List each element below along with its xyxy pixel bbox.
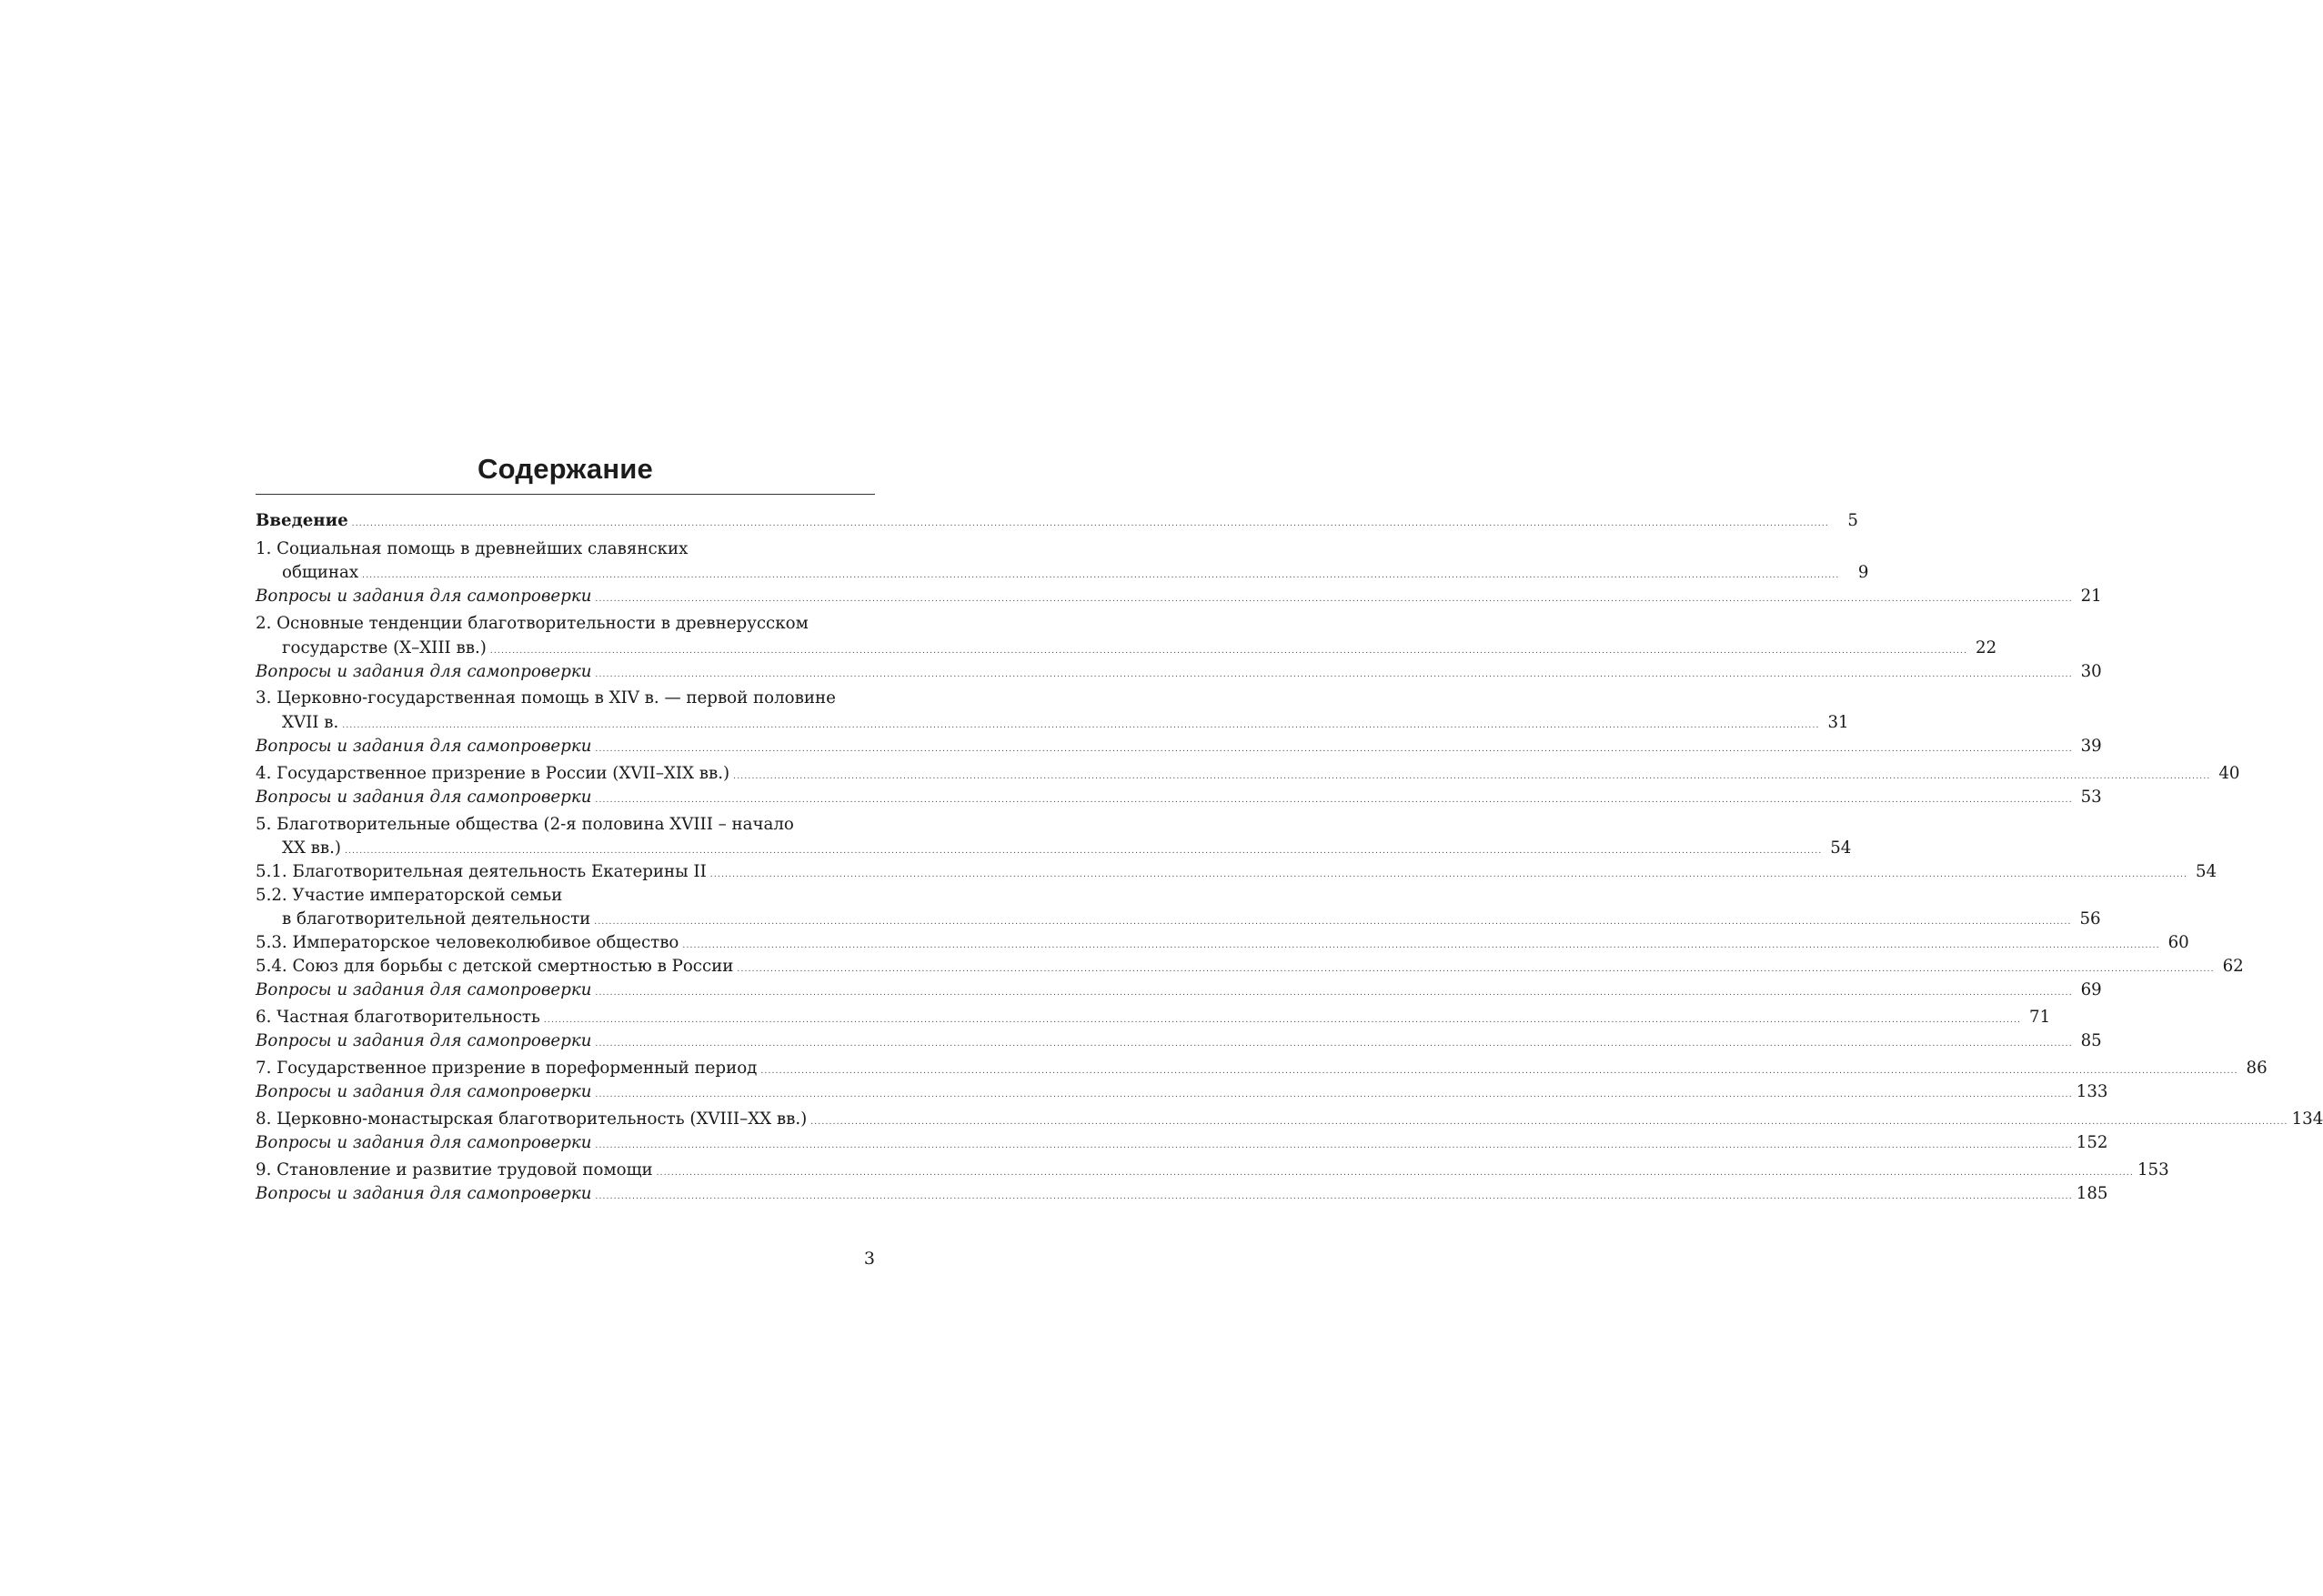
- toc-entry-title: 8. Церковно-монастырская благотворительность (XVIII–XX вв.): [256, 1109, 808, 1129]
- toc-entry-title: XX вв.): [282, 838, 342, 858]
- toc-entry-page: 152: [2076, 1133, 2108, 1152]
- toc-entry-title: 9. Становление и развитие трудовой помощи: [256, 1160, 653, 1179]
- toc-entry-title: Вопросы и задания для самопроверки: [256, 788, 592, 807]
- toc-leader-dots: ................................................................................................................................................................................................................................................................................................................................................................................................................: [594, 918, 2072, 927]
- toc-entry-page: 56: [2079, 909, 2101, 928]
- toc-entry-page: 40: [2218, 764, 2240, 783]
- toc-entry-page: 153: [2137, 1160, 2169, 1179]
- toc-entry-page: 30: [2080, 662, 2102, 681]
- toc-entry-title: Вопросы и задания для самопроверки: [256, 1082, 592, 1101]
- toc-entry-page: 54: [1830, 838, 1852, 858]
- toc-entry-page: 9: [1857, 563, 1869, 582]
- toc-leader-dots: ................................................................................................................................................................................................................................................................................................................................................................................................................: [810, 1118, 2288, 1127]
- toc-leader-dots: ................................................................................................................................................................................................................................................................................................................................................................................................................: [351, 519, 1829, 528]
- toc-entry: [256, 786, 2102, 809]
- toc-leader-dots: ................................................................................................................................................................................................................................................................................................................................................................................................................: [595, 745, 2073, 754]
- toc-entry-title: Вопросы и задания для самопроверки: [256, 1133, 592, 1152]
- toc-entry-title: общинах: [282, 563, 359, 582]
- page-number: 3: [863, 1249, 875, 1269]
- toc-leader-dots: ................................................................................................................................................................................................................................................................................................................................................................................................................: [656, 1169, 2134, 1178]
- toc-entry-title: Введение: [256, 511, 348, 530]
- toc-leader-dots: ................................................................................................................................................................................................................................................................................................................................................................................................................: [543, 1016, 2022, 1025]
- toc-leader-dots: ................................................................................................................................................................................................................................................................................................................................................................................................................: [595, 595, 2073, 604]
- toc-entry-title: 5.2. Участие императорской семьи: [256, 886, 563, 905]
- toc-entry-title: Вопросы и задания для самопроверки: [256, 587, 592, 606]
- toc-entry: [256, 860, 2217, 884]
- toc-entry: [256, 762, 2240, 786]
- toc-leader-dots: ................................................................................................................................................................................................................................................................................................................................................................................................................: [595, 989, 2073, 998]
- toc-entry-title: 1. Социальная помощь в древнейших славянских: [256, 539, 689, 558]
- toc-entry-page: 133: [2076, 1082, 2108, 1101]
- toc-entry: [256, 537, 875, 561]
- toc-entry-title: 5.1. Благотворительная деятельность Екатерины II: [256, 862, 707, 881]
- toc-entry: [256, 908, 2101, 931]
- toc-entry-page: 22: [1976, 638, 1997, 657]
- toc-entry-title: Вопросы и задания для самопроверки: [256, 980, 592, 999]
- toc-entry: [256, 1108, 2323, 1131]
- toc-entry: [256, 585, 2102, 608]
- toc-entry: [256, 711, 1849, 735]
- toc-entry-title: 2. Основные тенденции благотворительности в древнерусском: [256, 614, 809, 633]
- toc-entry-title: 4. Государственное призрение в России (XVII–XIX вв.): [256, 764, 730, 783]
- toc-entry-page: 134: [2291, 1109, 2323, 1129]
- toc-entry-page: 60: [2167, 933, 2189, 952]
- toc-entry-title: 6. Частная благотворительность: [256, 1008, 540, 1027]
- toc-entry: [256, 1057, 2268, 1080]
- toc-entry-page: 85: [2080, 1031, 2102, 1050]
- toc-entry: [256, 837, 1852, 860]
- toc-leader-dots: ................................................................................................................................................................................................................................................................................................................................................................................................................: [342, 721, 1820, 730]
- toc-entry: [256, 735, 2102, 758]
- toc-entry-page: 31: [1827, 713, 1849, 732]
- toc-entry-page: 39: [2080, 737, 2102, 756]
- toc-entry: [256, 660, 2102, 684]
- toc-entry-page: 86: [2246, 1059, 2268, 1078]
- toc-entry: [256, 1131, 2108, 1155]
- toc-entry-title: Вопросы и задания для самопроверки: [256, 662, 592, 681]
- toc-entry-title: Вопросы и задания для самопроверки: [256, 1184, 592, 1203]
- toc-entry: [256, 1006, 2051, 1029]
- toc-leader-dots: ................................................................................................................................................................................................................................................................................................................................................................................................................: [760, 1067, 2238, 1076]
- toc-entry: [256, 979, 2102, 1002]
- toc-leader-dots: ................................................................................................................................................................................................................................................................................................................................................................................................................: [489, 647, 1968, 656]
- toc-entry-title: 7. Государственное призрение в пореформенный период: [256, 1059, 758, 1078]
- toc-leader-dots: ................................................................................................................................................................................................................................................................................................................................................................................................................: [733, 772, 2211, 781]
- toc-entry-title: 3. Церковно-государственная помощь в XIV в. — первой половине: [256, 688, 836, 708]
- toc-leader-dots: ................................................................................................................................................................................................................................................................................................................................................................................................................: [595, 1090, 2073, 1099]
- toc-leader-dots: ................................................................................................................................................................................................................................................................................................................................................................................................................: [595, 1039, 2073, 1049]
- toc-leader-dots: ................................................................................................................................................................................................................................................................................................................................................................................................................: [595, 1141, 2073, 1150]
- toc-leader-dots: ................................................................................................................................................................................................................................................................................................................................................................................................................: [595, 1192, 2073, 1201]
- table-of-contents: [256, 0, 2323, 1596]
- toc-entry-title: XVII в.: [282, 713, 339, 732]
- toc-entry: [256, 509, 1858, 533]
- page-title: Содержание: [478, 453, 653, 485]
- toc-entry: [256, 561, 1869, 585]
- toc-leader-dots: ................................................................................................................................................................................................................................................................................................................................................................................................................: [682, 941, 2160, 950]
- toc-entry-page: 71: [2029, 1008, 2051, 1027]
- toc-entry: [256, 1182, 2108, 1206]
- toc-leader-dots: ................................................................................................................................................................................................................................................................................................................................................................................................................: [345, 847, 1823, 856]
- toc-entry: [256, 637, 1997, 660]
- toc-entry-page: 185: [2076, 1184, 2108, 1203]
- toc-entry: [256, 1029, 2102, 1053]
- toc-entry-title: 5.3. Императорское человеколюбивое общество: [256, 933, 679, 952]
- toc-entry-title: 5.4. Союз для борьбы с детской смертностью в России: [256, 957, 734, 976]
- toc-leader-dots: ................................................................................................................................................................................................................................................................................................................................................................................................................: [595, 670, 2073, 679]
- toc-entry-title: 5. Благотворительные общества (2-я половина XVIII – начало: [256, 815, 794, 834]
- toc-entry: [256, 955, 2244, 979]
- toc-entry-page: 54: [2195, 862, 2217, 881]
- toc-entry-title: Вопросы и задания для самопроверки: [256, 1031, 592, 1050]
- toc-entry-page: 62: [2222, 957, 2244, 976]
- toc-entry: [256, 931, 2189, 955]
- toc-entry: [256, 612, 875, 636]
- toc-entry-page: 69: [2080, 980, 2102, 999]
- toc-entry-page: 21: [2080, 587, 2102, 606]
- toc-entry-title: в благотворительной деятельности: [282, 909, 591, 928]
- toc-leader-dots: ................................................................................................................................................................................................................................................................................................................................................................................................................: [595, 796, 2073, 805]
- toc-entry-page: 5: [1847, 511, 1858, 530]
- toc-leader-dots: ................................................................................................................................................................................................................................................................................................................................................................................................................: [362, 571, 1840, 580]
- toc-entry-page: 53: [2080, 788, 2102, 807]
- toc-entry: [256, 1080, 2108, 1104]
- toc-entry: [256, 687, 875, 710]
- toc-leader-dots: ................................................................................................................................................................................................................................................................................................................................................................................................................: [709, 870, 2188, 879]
- toc-entry: [256, 813, 875, 837]
- toc-entry-title: государстве (X–XIII вв.): [282, 638, 487, 657]
- toc-entry-title: Вопросы и задания для самопроверки: [256, 737, 592, 756]
- toc-entry: [256, 884, 875, 908]
- toc-entry: [256, 1159, 2169, 1182]
- toc-leader-dots: ................................................................................................................................................................................................................................................................................................................................................................................................................: [737, 965, 2215, 974]
